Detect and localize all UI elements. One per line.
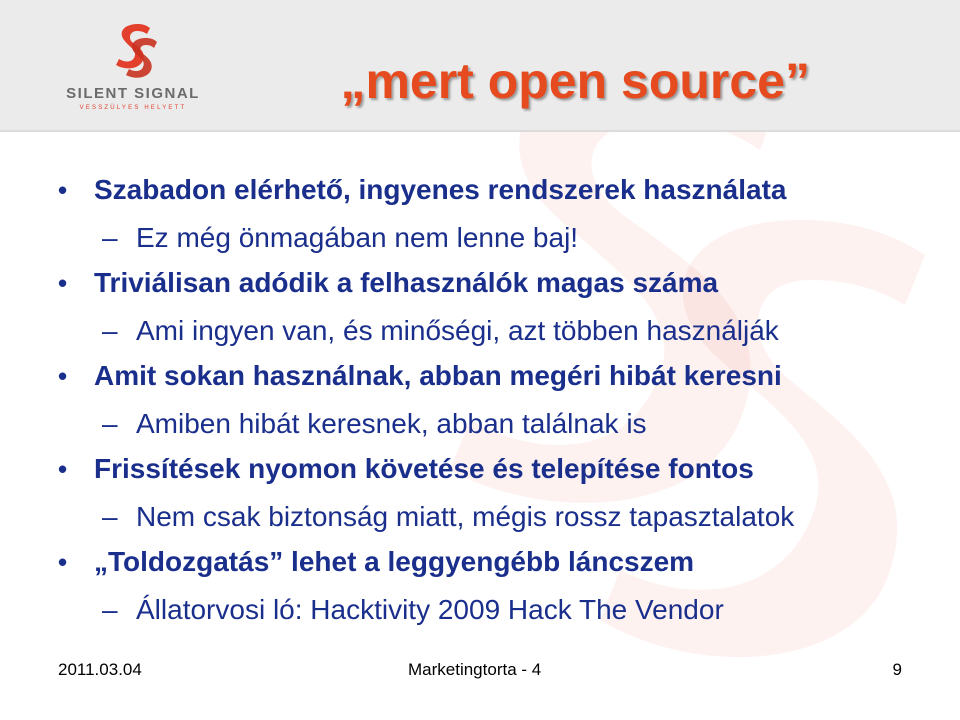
logo-tagline: VESSZÜLYES HELYETT: [79, 105, 187, 111]
sub-bullet-text: Nem csak biztonság miatt, mégis rossz tapasztalatok: [136, 501, 795, 532]
bullet-icon: •: [58, 175, 68, 205]
sub-bullet-item: [58, 404, 938, 449]
sub-bullet-item: [58, 590, 938, 635]
bullet-icon: •: [58, 454, 68, 484]
bullet-text: „Toldozgatás” lehet a leggyengébb láncszem: [94, 546, 695, 577]
sub-bullet-item: [58, 218, 938, 263]
double-s-logo-icon: [104, 22, 164, 84]
bullet-text: Szabadon elérhető, ingyenes rendszerek használata: [94, 174, 787, 205]
bullet-icon: •: [58, 361, 68, 391]
footer-center-text: Marketingtorta - 4: [408, 660, 542, 679]
bullet-item: [58, 170, 938, 218]
logo-name: SILENT SIGNAL: [66, 85, 200, 102]
slide-title: „mert open source”: [340, 53, 810, 109]
bullet-item: [58, 263, 938, 311]
dash-icon: –: [102, 408, 118, 439]
sub-bullet-text: Amiben hibát keresnek, abban találnak is: [136, 408, 647, 439]
sub-bullet-text: Ez még önmagában nem lenne baj!: [136, 222, 579, 253]
bullet-text: Triviálisan adódik a felhasználók magas száma: [94, 267, 719, 298]
sub-bullet-item: [58, 497, 938, 542]
bullet-item: [58, 356, 938, 404]
bullet-item: [58, 542, 938, 590]
sub-bullet-item: [58, 311, 938, 356]
dash-icon: –: [102, 315, 118, 346]
bullet-list: [58, 170, 938, 635]
bullet-item: [58, 449, 938, 497]
bullet-text: Frissítések nyomon követése és telepítése fontos: [94, 453, 754, 484]
company-logo: [58, 22, 208, 122]
footer-date: 2011.03.04: [58, 660, 142, 679]
slide-footer: [0, 660, 960, 690]
sub-bullet-text: Állatorvosi ló: Hacktivity 2009 Hack The Vendor: [136, 594, 724, 625]
bullet-text: Amit sokan használnak, abban megéri hibát keresni: [94, 360, 782, 391]
dash-icon: –: [102, 222, 118, 253]
dash-icon: –: [102, 594, 118, 625]
bullet-icon: •: [58, 268, 68, 298]
dash-icon: –: [102, 501, 118, 532]
bullet-icon: •: [58, 547, 68, 577]
page-number: 9: [892, 660, 902, 679]
sub-bullet-text: Ami ingyen van, és minőségi, azt többen használják: [136, 315, 779, 346]
